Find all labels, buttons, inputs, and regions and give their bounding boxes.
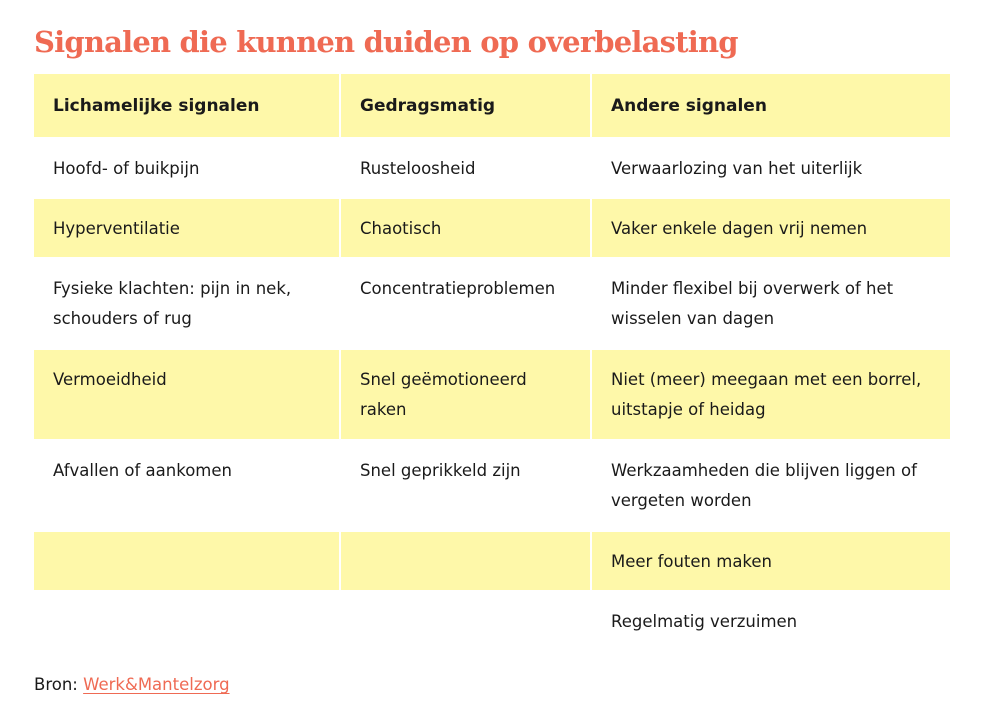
table-cell: Concentratieproblemen: [340, 258, 591, 349]
table-cell: Werkzaamheden die blijven liggen of vergeten worden: [591, 440, 950, 531]
page-title: Signalen die kunnen duiden op overbelasting: [34, 25, 738, 59]
table-cell: [340, 531, 591, 591]
table-cell: Vermoeidheid: [34, 349, 340, 440]
table-row: [34, 349, 950, 440]
table-cell: Snel geëmotioneerd raken: [340, 349, 591, 440]
table-cell: Verwaarlozing van het uiterlijk: [591, 138, 950, 198]
table-cell: [34, 591, 340, 651]
table-cell: Hoofd- of buikpijn: [34, 138, 340, 198]
table-row: [34, 440, 950, 531]
table-cell: Fysieke klachten: pijn in nek, schouders of rug: [34, 258, 340, 349]
table-cell: Snel geprikkeld zijn: [340, 440, 591, 531]
source-link[interactable]: Werk&Mantelzorg: [83, 675, 230, 694]
table-row: [34, 258, 950, 349]
table-cell: Afvallen of aankomen: [34, 440, 340, 531]
table-cell: Vaker enkele dagen vrij nemen: [591, 198, 950, 258]
table-cell: Minder flexibel bij overwerk of het wisselen van dagen: [591, 258, 950, 349]
table-cell: Hyperventilatie: [34, 198, 340, 258]
signals-table: [34, 74, 950, 652]
table-header-row: [34, 74, 950, 138]
source-line: [34, 672, 230, 698]
table-cell: Rusteloosheid: [340, 138, 591, 198]
source-label: Bron:: [34, 675, 78, 694]
table-cell: Meer fouten maken: [591, 531, 950, 591]
table-cell: [340, 591, 591, 651]
table-cell: Niet (meer) meegaan met een borrel, uitstapje of heidag: [591, 349, 950, 440]
table-row: [34, 138, 950, 198]
table-row: [34, 591, 950, 651]
table-cell: [34, 531, 340, 591]
table-row: [34, 531, 950, 591]
column-header-other: Andere signalen: [591, 74, 950, 138]
table-cell: Regelmatig verzuimen: [591, 591, 950, 651]
table-cell: Chaotisch: [340, 198, 591, 258]
column-header-physical: Lichamelijke signalen: [34, 74, 340, 138]
column-header-behavioral: Gedragsmatig: [340, 74, 591, 138]
table-row: [34, 198, 950, 258]
